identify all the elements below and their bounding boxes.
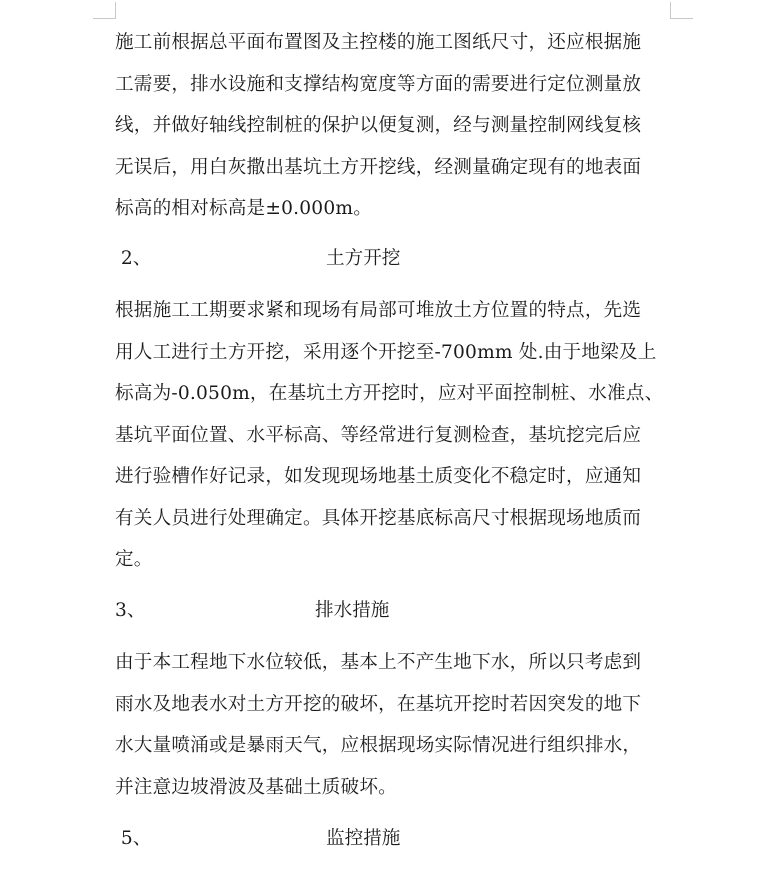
text-line: 用人工进行土方开挖，采用逐个开挖至-700mm 处.由于地梁及上 — [115, 341, 657, 363]
section-number: 3、 — [115, 600, 146, 621]
text-line: 进行验槽作好记录，如发现现场地基土质变化不稳定时，应通知 — [115, 466, 642, 487]
section-heading-monitoring — [115, 819, 675, 859]
text-line: 定。 — [115, 549, 153, 570]
paragraph-earthwork — [115, 290, 675, 581]
text-line: 标高的相对标高是±0.000m。 — [115, 198, 372, 219]
page-corner-mark-left — [93, 2, 116, 19]
text-line: 由于本工程地下水位较低，基本上不产生地下水，所以只考虑到 — [115, 652, 642, 673]
text-line: 水大量喷涌或是暴雨天气，应根据现场实际情况进行组织排水， — [115, 735, 642, 756]
text-line: 无误后，用白灰撒出基坑土方开挖线，经测量确定现有的地表面 — [115, 156, 642, 178]
section-heading-earthwork — [115, 239, 675, 279]
text-line: 工需要，排水设施和支撑结构宽度等方面的需要进行定位测量放 — [115, 73, 642, 95]
page-corner-mark-right — [670, 2, 693, 19]
section-number: 5、 — [115, 828, 152, 849]
text-line: 有关人员进行处理确定。具体开挖基底标高尺寸根据现场地质而 — [115, 507, 642, 529]
section-title: 土方开挖 — [326, 248, 401, 269]
paragraph-drainage — [115, 642, 675, 808]
text-line: 基坑平面位置、水平标高、等经常进行复测检查，基坑挖完后应 — [115, 424, 642, 446]
section-heading-drainage — [115, 591, 675, 631]
section-number: 2、 — [115, 248, 152, 269]
section-title: 排水措施 — [315, 600, 390, 621]
text-line: 并注意边坡滑波及基础土质破坏。 — [115, 776, 397, 798]
text-line: 雨水及地表水对土方开挖的破坏，在基坑开挖时若因突发的地下 — [115, 693, 642, 715]
text-line: 线，并做好轴线控制桩的保护以便复测，经与测量控制网线复核 — [115, 115, 642, 136]
section-title: 监控措施 — [326, 828, 401, 849]
text-line: 根据施工工期要求紧和现场有局部可堆放土方位置的特点，先选 — [115, 300, 642, 321]
text-line: 标高为-0.050m，在基坑土方开挖时，应对平面控制桩、水准点、 — [115, 383, 664, 404]
paragraph-intro — [115, 22, 675, 230]
text-line: 施工前根据总平面布置图及主控楼的施工图纸尺寸，还应根据施 — [115, 32, 642, 53]
